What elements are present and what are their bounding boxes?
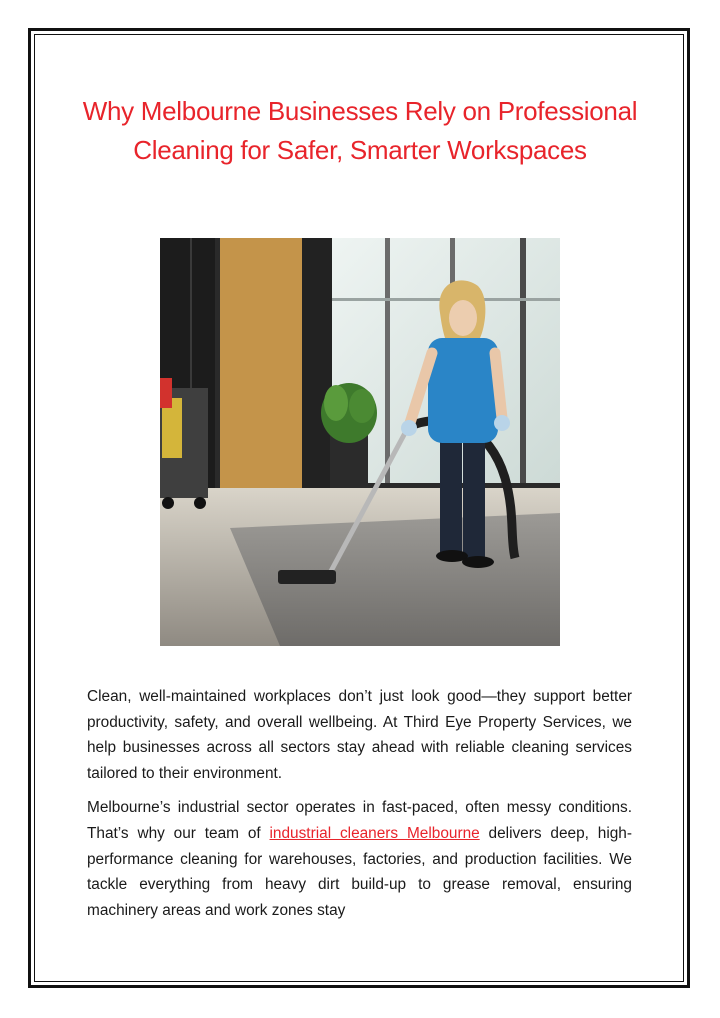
paragraph-intro: Clean, well-maintained workplaces don’t just look good—they support better productivity, safety, and overall wellbeing. At Third Eye Property Services, we help businesses across all sectors stay ahead with reliable cleaning services tailored to their environment. [87, 688, 632, 782]
industrial-cleaners-link[interactable]: industrial cleaners Melbourne [269, 824, 480, 842]
document-title: Why Melbourne Businesses Rely on Professional Cleaning for Safer, Smarter Workspaces [82, 96, 638, 165]
paragraph-text-before-link: Melbourne’s industrial sector operates in fast-paced, often messy conditions. That’s why our team of [87, 799, 632, 842]
paragraph-industrial [87, 795, 632, 923]
paragraph-text-after-link: delivers deep, high-performance cleaning for warehouses, factories, and production facilities. We tackle everything from heavy dirt build-up to grease removal, ensuring machinery areas and work zones stay [87, 824, 632, 919]
cleaner-vacuuming-photo [160, 238, 560, 646]
body-text [87, 684, 632, 932]
